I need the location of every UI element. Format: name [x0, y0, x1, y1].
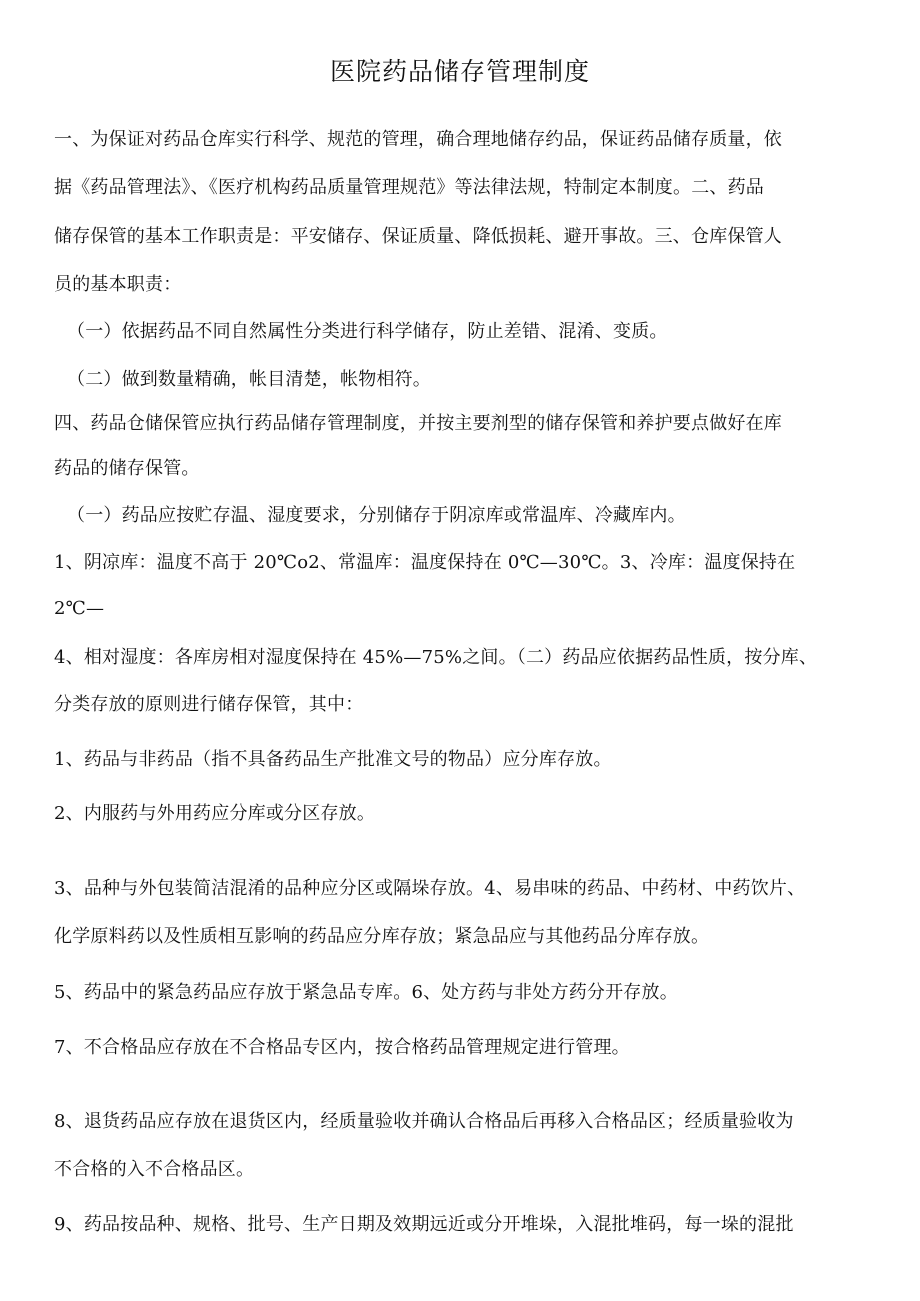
text-line: 员的基本职责： [54, 274, 182, 295]
text-line: 1、药品与非药品（指不具备药品生产批准文号的物品）应分库存放。 [54, 749, 612, 770]
text-line: 化学原料药以及性质相互影响的药品应分库存放；紧急品应与其他药品分库存放。 [54, 926, 710, 947]
text-line: 3、品种与外包装简洁混淆的品种应分区或隔垛存放。4、易串味的药品、中药材、中药饮片、 [54, 878, 806, 899]
text-line: 四、药品仓储保管应执行药品储存管理制度，并按主要剂型的储存保管和养护要点做好在库 [54, 413, 782, 434]
text-line: 一、为保证对药品仓库实行科学、规范的管理，确合理地储存约品，保证药品储存质量，依 [54, 129, 782, 150]
text-line: 储存保管的基本工作职责是：平安储存、保证质量、降低损耗、避开事故。三、仓库保管人 [54, 226, 782, 247]
text-line: （一）药品应按贮存温、湿度要求，分别储存于阴凉库或常温库、冷藏库内。 [67, 505, 686, 526]
text-line: 5、药品中的紧急药品应存放于紧急品专库。6、处方药与非处方药分开存放。 [54, 982, 678, 1003]
text-line: 分类存放的原则进行储存保管，其中： [54, 694, 364, 715]
text-line: 2℃— [54, 598, 105, 619]
text-line: （二）做到数量精确，帐目清楚，帐物相符。 [67, 369, 431, 390]
text-line: 不合格的入不合格品区。 [54, 1159, 255, 1180]
text-line: 2、内服药与外用药应分库或分区存放。 [54, 803, 376, 824]
text-line: 1、阴凉库：温度不高于 20℃o2、常温库：温度保持在 0℃—30℃。3、冷库：温度保持在 [54, 552, 796, 573]
text-line: 药品的储存保管。 [54, 458, 200, 479]
document-title: 医院药品储存管理制度 [329, 57, 590, 86]
text-line: 9、药品按品种、规格、批号、生产日期及效期远近或分开堆垛，入混批堆码，每一垛的混批 [54, 1214, 794, 1235]
text-line: 8、退货药品应存放在退货区内，经质量验收并确认合格品后再移入合格品区；经质量验收为 [54, 1111, 794, 1132]
text-line: 7、不合格品应存放在不合格品专区内，按合格药品管理规定进行管理。 [54, 1037, 630, 1058]
text-line: （一）依据药品不同自然属性分类进行科学储存，防止差错、混淆、变质。 [67, 321, 668, 342]
text-line: 据《药品管理法》、《医疗机构药品质量管理规范》等法律法规，特制定本制度。二、药品 [54, 177, 764, 198]
text-line: 4、相对湿度：各库房相对湿度保持在 45%—75%之间。（二）药品应依据药品性质，按分库、 [54, 647, 818, 668]
